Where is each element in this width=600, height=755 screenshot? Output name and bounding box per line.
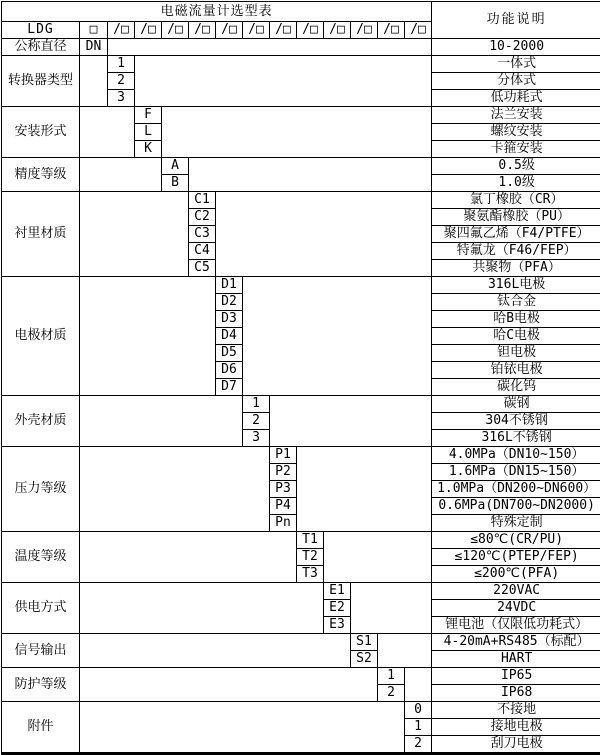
code-cell: Pn [270, 515, 297, 532]
ldg-slot-cell: /□ [351, 22, 378, 39]
desc-cell: 聚四氟乙烯（F4/PTFE） [432, 226, 600, 243]
diameter-desc: 10-2000 [432, 39, 600, 56]
desc-cell: ≤120℃(PTEP/FEP) [432, 549, 600, 566]
filler-cell [297, 447, 432, 532]
desc-cell: 聚氨酯橡胶（PU） [432, 209, 600, 226]
category-label: 压力等级 [2, 447, 80, 532]
code-cell: A [162, 158, 189, 175]
filler-cell [243, 277, 432, 396]
selection-table [1, 1, 600, 755]
code-cell: T2 [297, 549, 324, 566]
filler-cell [135, 56, 432, 107]
filler-cell [270, 396, 432, 447]
desc-cell: 共聚物（PFA） [432, 260, 600, 277]
desc-cell: 锂电池（仅限低功耗式） [432, 617, 600, 634]
filler-cell [378, 634, 432, 668]
category-label: 精度等级 [2, 158, 80, 192]
desc-cell: IP65 [432, 668, 600, 685]
desc-cell: 24VDC [432, 600, 600, 617]
desc-cell: 螺纹安装 [432, 124, 600, 141]
code-cell: B [162, 175, 189, 192]
ldg-label: LDG [2, 22, 80, 39]
code-cell: E1 [324, 583, 351, 600]
code-cell: C1 [189, 192, 216, 209]
desc-cell: 特氟龙（F46/FEP） [432, 243, 600, 260]
filler-cell [80, 192, 189, 277]
desc-cell: 1.0级 [432, 175, 600, 192]
filler-cell [80, 447, 270, 532]
code-cell: 2 [108, 73, 135, 90]
filler-cell [80, 56, 108, 107]
category-label: 安装形式 [2, 107, 80, 158]
filler-cell [80, 532, 297, 583]
category-label: 衬里材质 [2, 192, 80, 277]
code-cell: P1 [270, 447, 297, 464]
ldg-slot-cell: /□ [135, 22, 162, 39]
ldg-slot-cell: /□ [108, 22, 135, 39]
desc-cell: 4-20mA+RS485（标配） [432, 634, 600, 651]
ldg-slot-cell: /□ [216, 22, 243, 39]
desc-cell: 0.6MPa(DN700~DN2000) [432, 498, 600, 515]
code-cell: D2 [216, 294, 243, 311]
desc-cell: 刮刀电极 [432, 736, 600, 754]
desc-cell: 316L不锈钢 [432, 430, 600, 447]
desc-cell: 不接地 [432, 702, 600, 719]
filler-cell [80, 158, 162, 192]
ldg-slot-cell: □ [80, 22, 108, 39]
code-cell: D4 [216, 328, 243, 345]
category-label: 外壳材质 [2, 396, 80, 447]
code-cell: F [135, 107, 162, 124]
desc-cell: 220VAC [432, 583, 600, 600]
category-label: 防护等级 [2, 668, 80, 702]
filler-cell [80, 634, 351, 668]
code-cell: 2 [243, 413, 270, 430]
category-label: 信号输出 [2, 634, 80, 668]
desc-cell: 钽电极 [432, 345, 600, 362]
ldg-slot-cell: /□ [270, 22, 297, 39]
desc-cell: 304不锈钢 [432, 413, 600, 430]
function-column-header: 功能说明 [432, 2, 600, 39]
desc-cell: 氯丁橡胶（CR） [432, 192, 600, 209]
filler-cell [80, 583, 324, 634]
code-cell: S1 [351, 634, 378, 651]
code-cell: 0 [405, 702, 432, 719]
code-cell: C5 [189, 260, 216, 277]
code-cell: E3 [324, 617, 351, 634]
filler-cell [80, 396, 243, 447]
code-cell: 1 [405, 719, 432, 736]
category-label: 供电方式 [2, 583, 80, 634]
ldg-slot-cell: /□ [162, 22, 189, 39]
filler-cell [80, 668, 378, 702]
code-cell: 1 [108, 56, 135, 73]
selection-table-body [2, 2, 600, 754]
filler-cell [405, 668, 432, 702]
ldg-slot-cell: /□ [243, 22, 270, 39]
ldg-slot-cell: /□ [189, 22, 216, 39]
code-cell: E2 [324, 600, 351, 617]
desc-cell: 卡箍安装 [432, 141, 600, 158]
filler-cell [108, 39, 432, 56]
code-cell: K [135, 141, 162, 158]
desc-cell: 低功耗式 [432, 90, 600, 107]
category-label: 电极材质 [2, 277, 80, 396]
ldg-slot-cell: /□ [378, 22, 405, 39]
filler-cell [162, 107, 432, 158]
code-cell: 2 [378, 685, 405, 702]
category-label: 温度等级 [2, 532, 80, 583]
category-label: 转换器类型 [2, 56, 80, 107]
code-cell: 3 [243, 430, 270, 447]
desc-cell: 分体式 [432, 73, 600, 90]
ldg-slot-cell: /□ [324, 22, 351, 39]
code-cell: D5 [216, 345, 243, 362]
desc-cell: 特殊定制 [432, 515, 600, 532]
code-cell: P4 [270, 498, 297, 515]
desc-cell: 4.0MPa（DN10~150） [432, 447, 600, 464]
table-title: 电磁流量计选型表 [2, 2, 432, 22]
code-cell: 3 [108, 90, 135, 107]
desc-cell: 一体式 [432, 56, 600, 73]
desc-cell: 0.5级 [432, 158, 600, 175]
category-label: 附件 [2, 702, 80, 754]
code-cell: D6 [216, 362, 243, 379]
code-cell: P3 [270, 481, 297, 498]
code-cell: D7 [216, 379, 243, 396]
code-cell: 1 [243, 396, 270, 413]
code-cell: C2 [189, 209, 216, 226]
filler-cell [80, 107, 135, 158]
desc-cell: 钛合金 [432, 294, 600, 311]
code-cell: T3 [297, 566, 324, 583]
code-cell: C4 [189, 243, 216, 260]
code-cell: D1 [216, 277, 243, 294]
desc-cell: HART [432, 651, 600, 668]
ldg-slot-cell: /□ [297, 22, 324, 39]
desc-cell: 法兰安装 [432, 107, 600, 124]
filler-cell [189, 158, 432, 192]
code-cell: 2 [405, 736, 432, 754]
code-cell: D3 [216, 311, 243, 328]
desc-cell: 哈B电极 [432, 311, 600, 328]
desc-cell: ≤200℃(PFA) [432, 566, 600, 583]
desc-cell: ≤80℃(CR/PU) [432, 532, 600, 549]
desc-cell: 316L电极 [432, 277, 600, 294]
desc-cell: 铂铱电极 [432, 362, 600, 379]
code-cell: P2 [270, 464, 297, 481]
code-cell: C3 [189, 226, 216, 243]
desc-cell: 1.0MPa（DN200~DN600） [432, 481, 600, 498]
desc-cell: 碳钢 [432, 396, 600, 413]
desc-cell: 碳化钨 [432, 379, 600, 396]
filler-cell [351, 583, 432, 634]
filler-cell [80, 277, 216, 396]
filler-cell [216, 192, 432, 277]
diameter-label: 公称直径 [2, 39, 80, 56]
code-cell: S2 [351, 651, 378, 668]
code-cell: T1 [297, 532, 324, 549]
desc-cell: 1.6MPa（DN15~150） [432, 464, 600, 481]
filler-cell [80, 702, 405, 754]
ldg-slot-cell: /□ [405, 22, 432, 39]
desc-cell: 接地电极 [432, 719, 600, 736]
diameter-code: DN [80, 39, 108, 56]
code-cell: L [135, 124, 162, 141]
code-cell: 1 [378, 668, 405, 685]
filler-cell [324, 532, 432, 583]
desc-cell: IP68 [432, 685, 600, 702]
desc-cell: 哈C电极 [432, 328, 600, 345]
